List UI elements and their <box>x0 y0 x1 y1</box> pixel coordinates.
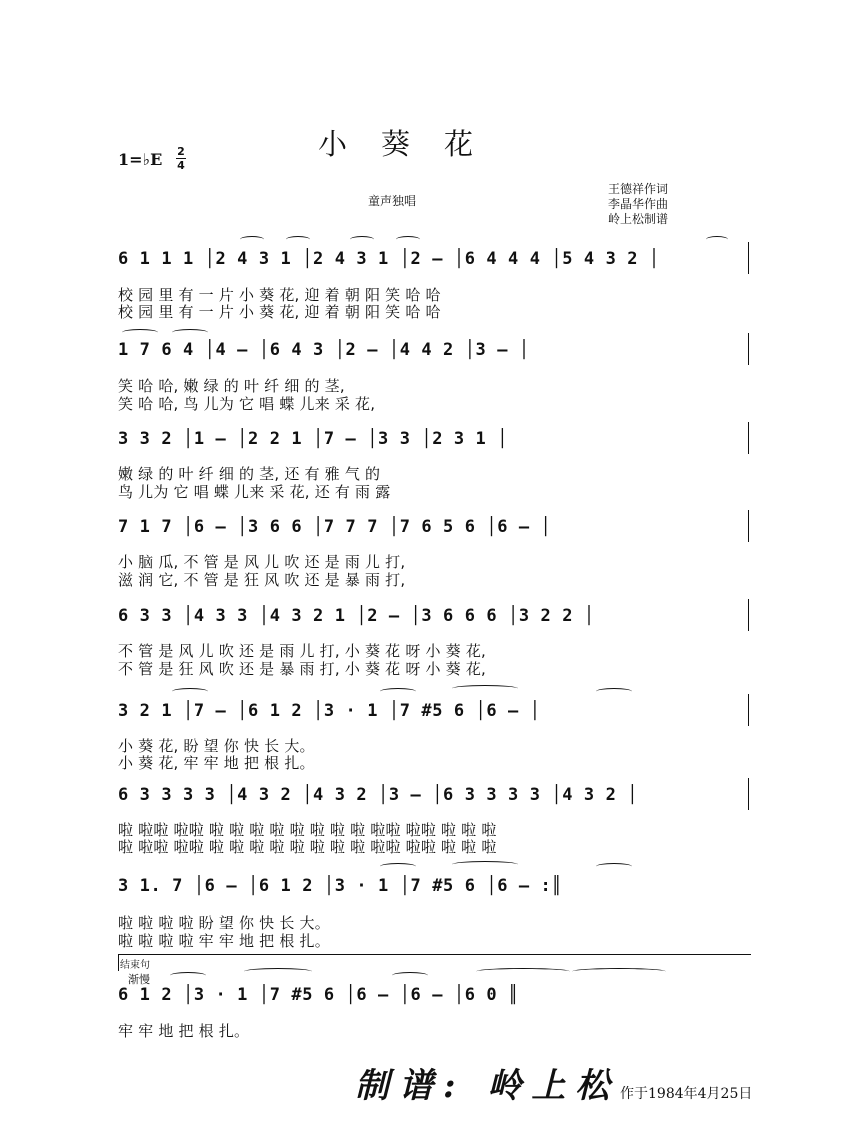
notes-row-3: 3 3 2 │1 – │2 2 1 │7 – │3 3 │2 3 1 │ <box>118 429 509 449</box>
time-signature <box>176 146 186 171</box>
barline <box>748 510 749 542</box>
lyrics-row-3-verse-1: 嫩 绿 的 叶 纤 细 的 茎, 还 有 雅 气 的 <box>118 465 381 483</box>
slur-mark <box>572 968 666 975</box>
slur-mark <box>476 968 570 975</box>
notes-row-9: 6 1 2 │3 · 1 │7 #5 6 │6 – │6 – │6 0 ║ <box>118 985 519 1005</box>
slur-mark <box>596 863 632 870</box>
composer-credit: 李晶华作曲 <box>608 197 669 211</box>
ending-label: 结束句 <box>120 960 150 971</box>
lyrics-row-9: 牢 牢 地 把 根 扎。 <box>118 1022 250 1040</box>
barline <box>748 422 749 454</box>
lyrics-row-7-verse-2: 啦 啦啦 啦啦 啦 啦 啦 啦 啦 啦 啦 啦 啦啦 啦啦 啦 啦 啦 <box>118 838 497 856</box>
slur-mark <box>170 972 206 979</box>
transcriber-credit: 岭上松制谱 <box>608 212 669 226</box>
slur-mark <box>706 236 728 243</box>
slur-mark <box>350 236 374 243</box>
notes-row-4: 7 1 7 │6 – │3 6 6 │7 7 7 │7 6 5 6 │6 – │ <box>118 517 552 537</box>
slur-mark <box>380 688 416 695</box>
lyrics-row-1-verse-2: 校 园 里 有 一 片 小 葵 花, 迎 着 朝 阳 笑 哈 哈 <box>118 303 441 321</box>
lyrics-row-7-verse-1: 啦 啦啦 啦啦 啦 啦 啦 啦 啦 啦 啦 啦 啦啦 啦啦 啦 啦 啦 <box>118 821 497 839</box>
lyrics-row-1-verse-1: 校 园 里 有 一 片 小 葵 花, 迎 着 朝 阳 笑 哈 哈 <box>118 286 441 304</box>
lyrics-row-5-verse-1: 不 管 是 风 儿 吹 还 是 雨 儿 打, 小 葵 花 呀 小 葵 花, <box>118 642 486 660</box>
time-signature-top: 2 <box>177 145 185 158</box>
barline <box>748 778 749 810</box>
notes-row-5: 6 3 3 │4 3 3 │4 3 2 1 │2 – │3 6 6 6 │3 2 2 │ <box>118 606 595 626</box>
lyrics-row-3-verse-2: 鸟 儿为 它 唱 蝶 儿来 采 花, 还 有 雨 露 <box>118 483 391 501</box>
slur-mark <box>244 968 312 975</box>
lyrics-row-5-verse-2: 不 管 是 狂 风 吹 还 是 暴 雨 打, 小 葵 花 呀 小 葵 花, <box>118 660 486 678</box>
time-signature-bottom: 4 <box>177 159 185 172</box>
lyrics-row-4-verse-1: 小 脑 瓜, 不 管 是 风 儿 吹 还 是 雨 儿 打, <box>118 553 406 571</box>
transcriber-signature: 制谱: 岭上松 <box>355 1066 620 1106</box>
lyrics-row-8-verse-2: 啦 啦 啦 啦 牢 牢 地 把 根 扎。 <box>118 932 330 950</box>
slur-mark <box>172 329 208 336</box>
barline <box>748 694 749 726</box>
barline <box>748 333 749 365</box>
lyricist-credit: 王德祥作词 <box>608 182 669 196</box>
composition-date: 作于1984年4月25日 <box>620 1086 753 1102</box>
lyrics-row-8-verse-1: 啦 啦 啦 啦 盼 望 你 快 长 大。 <box>118 914 330 932</box>
song-title: 小葵花 <box>318 127 508 161</box>
key-signature: 1=♭E <box>118 150 163 169</box>
notes-row-7: 6 3 3 3 3 │4 3 2 │4 3 2 │3 – │6 3 3 3 3 │4 3 2 │ <box>118 785 639 805</box>
notes-row-8: 3 1. 7 │6 – │6 1 2 │3 · 1 │7 #5 6 │6 – :║ <box>118 876 563 896</box>
barline <box>748 599 749 631</box>
lyrics-row-2-verse-1: 笑 哈 哈, 嫩 绿 的 叶 纤 细 的 茎, <box>118 377 345 395</box>
notes-row-2: 1 7 6 4 │4 – │6 4 3 │2 – │4 4 2 │3 – │ <box>118 340 530 360</box>
slur-mark <box>240 236 264 243</box>
notes-row-1: 6 1 1 1 │2 4 3 1 │2 4 3 1 │2 – │6 4 4 4 │5 4 3 2 │ <box>118 249 660 269</box>
lyrics-row-6-verse-1: 小 葵 花, 盼 望 你 快 长 大。 <box>118 737 315 755</box>
slur-mark <box>396 236 420 243</box>
lyrics-row-4-verse-2: 滋 润 它, 不 管 是 狂 风 吹 还 是 暴 雨 打, <box>118 571 406 589</box>
slur-mark <box>172 688 208 695</box>
lyrics-row-6-verse-2: 小 葵 花, 牢 牢 地 把 根 扎。 <box>118 754 315 772</box>
slur-mark <box>392 972 428 979</box>
slur-mark <box>452 861 518 868</box>
slur-mark <box>122 329 158 336</box>
slur-mark <box>286 236 310 243</box>
lyrics-row-2-verse-2: 笑 哈 哈, 鸟 儿为 它 唱 蝶 儿来 采 花, <box>118 395 376 413</box>
slur-mark <box>380 863 416 870</box>
slur-mark <box>596 688 632 695</box>
tempo-label: 渐慢 <box>128 973 150 986</box>
voice-label: 童声独唱 <box>368 194 417 208</box>
notes-row-6: 3 2 1 │7 – │6 1 2 │3 · 1 │7 #5 6 │6 – │ <box>118 701 541 721</box>
barline <box>748 242 749 274</box>
slur-mark <box>452 685 518 692</box>
